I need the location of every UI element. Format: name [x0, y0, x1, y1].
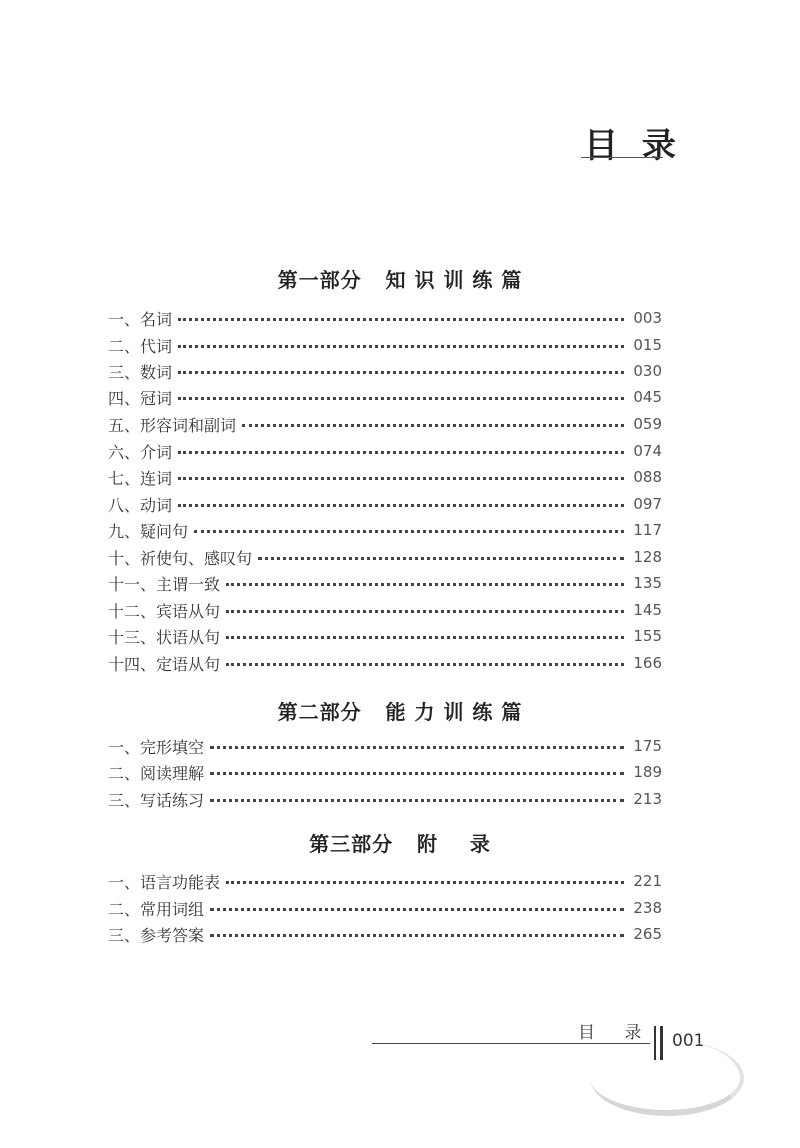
toc-entry-label: 一、完形填空: [108, 737, 205, 757]
toc-entry-label: 十四、定语从句: [108, 654, 221, 674]
toc-entry-label: 三、写话练习: [108, 790, 205, 810]
toc-entry[interactable]: [108, 518, 662, 542]
toc-entry[interactable]: [108, 571, 662, 595]
toc-entry-label: 七、连词: [108, 468, 173, 488]
footer-page-number: 001: [672, 1031, 705, 1051]
toc-entry-page: 265: [633, 925, 662, 943]
toc-entry-page: 030: [633, 362, 662, 380]
toc-entry-page: 135: [633, 574, 662, 592]
toc-entry-page: 221: [633, 872, 662, 890]
toc-entry-label: 二、代词: [108, 336, 173, 356]
toc-entry-page: 166: [633, 654, 662, 672]
toc-entry[interactable]: [108, 760, 662, 784]
toc-leader-dots: [226, 610, 624, 613]
toc-leader-dots: [210, 772, 624, 775]
toc-entry[interactable]: [108, 869, 662, 893]
toc-entry-label: 十二、宾语从句: [108, 601, 221, 621]
toc-entry[interactable]: [108, 624, 662, 648]
toc-entry-page: 238: [633, 899, 662, 917]
toc-entry[interactable]: [108, 492, 662, 516]
toc-entry-label: 九、疑问句: [108, 521, 189, 541]
toc-entry[interactable]: [108, 598, 662, 622]
toc-entry[interactable]: [108, 412, 662, 436]
section-part-label: 第二部分: [277, 700, 362, 724]
toc-entry-page: 145: [633, 601, 662, 619]
toc-leader-dots: [210, 908, 624, 911]
toc-entry-label: 十一、主谓一致: [108, 574, 221, 594]
toc-entry-label: 二、常用词组: [108, 899, 205, 919]
page-title: 目 录: [584, 126, 682, 166]
toc-entry-page: 059: [633, 415, 662, 433]
toc-leader-dots: [178, 371, 624, 374]
title-underline: [581, 157, 663, 158]
toc-entry-label: 三、数词: [108, 362, 173, 382]
toc-entry[interactable]: [108, 545, 662, 569]
toc-leader-dots: [226, 583, 624, 586]
toc-entry[interactable]: [108, 306, 662, 330]
toc-entry-label: 五、形容词和副词: [108, 415, 237, 435]
toc-leader-dots: [226, 636, 624, 639]
section-title: 知 识 训 练 篇: [385, 268, 523, 292]
toc-leader-dots: [178, 345, 624, 348]
section-part-label: 第三部分: [309, 832, 394, 856]
toc-entry-label: 一、语言功能表: [108, 872, 221, 892]
toc-entry-label: 十、祈使句、感叹句: [108, 548, 253, 568]
toc-entry-label: 六、介词: [108, 442, 173, 462]
toc-entry[interactable]: [108, 385, 662, 409]
toc-entry-page: 189: [633, 763, 662, 781]
section-heading: [0, 264, 800, 293]
toc-entry-label: 一、名词: [108, 309, 173, 329]
toc-entry-page: 213: [633, 790, 662, 808]
section-heading: [0, 696, 800, 725]
toc-leader-dots: [210, 746, 624, 749]
section-title: 能 力 训 练 篇: [385, 700, 523, 724]
toc-entry-page: 097: [633, 495, 662, 513]
toc-entry-label: 三、参考答案: [108, 925, 205, 945]
section-title: 附 录: [417, 832, 491, 856]
toc-entry[interactable]: [108, 787, 662, 811]
toc-leader-dots: [242, 424, 624, 427]
toc-leader-dots: [258, 557, 624, 560]
toc-entry-label: 二、阅读理解: [108, 763, 205, 783]
toc-leader-dots: [178, 477, 624, 480]
toc-entry-label: 十三、状语从句: [108, 627, 221, 647]
toc-leader-dots: [178, 451, 624, 454]
toc-entry-page: 074: [633, 442, 662, 460]
toc-entry[interactable]: [108, 333, 662, 357]
toc-entry-page: 117: [633, 521, 662, 539]
toc-leader-dots: [194, 530, 624, 533]
footer-swoosh: [590, 1040, 744, 1116]
toc-entry[interactable]: [108, 734, 662, 758]
toc-entry-page: 003: [633, 309, 662, 327]
toc-entry[interactable]: [108, 439, 662, 463]
toc-entry[interactable]: [108, 896, 662, 920]
toc-leader-dots: [210, 799, 624, 802]
toc-entry-page: 045: [633, 388, 662, 406]
toc-leader-dots: [226, 663, 624, 666]
toc-entry-page: 088: [633, 468, 662, 486]
toc-leader-dots: [178, 397, 624, 400]
toc-entry[interactable]: [108, 651, 662, 675]
toc-entry-label: 四、冠词: [108, 388, 173, 408]
toc-leader-dots: [226, 881, 624, 884]
toc-entry-label: 八、动词: [108, 495, 173, 515]
toc-entry[interactable]: [108, 922, 662, 946]
toc-entry-page: 128: [633, 548, 662, 566]
toc-entry-page: 175: [633, 737, 662, 755]
toc-leader-dots: [210, 934, 624, 937]
toc-entry[interactable]: [108, 359, 662, 383]
footer-label: 目 录: [578, 1023, 654, 1043]
toc-leader-dots: [178, 318, 624, 321]
toc-entry-page: 155: [633, 627, 662, 645]
section-heading: [0, 828, 800, 857]
toc-entry-page: 015: [633, 336, 662, 354]
toc-entry[interactable]: [108, 465, 662, 489]
toc-leader-dots: [178, 504, 624, 507]
footer-line: [372, 1043, 650, 1044]
section-part-label: 第一部分: [277, 268, 362, 292]
